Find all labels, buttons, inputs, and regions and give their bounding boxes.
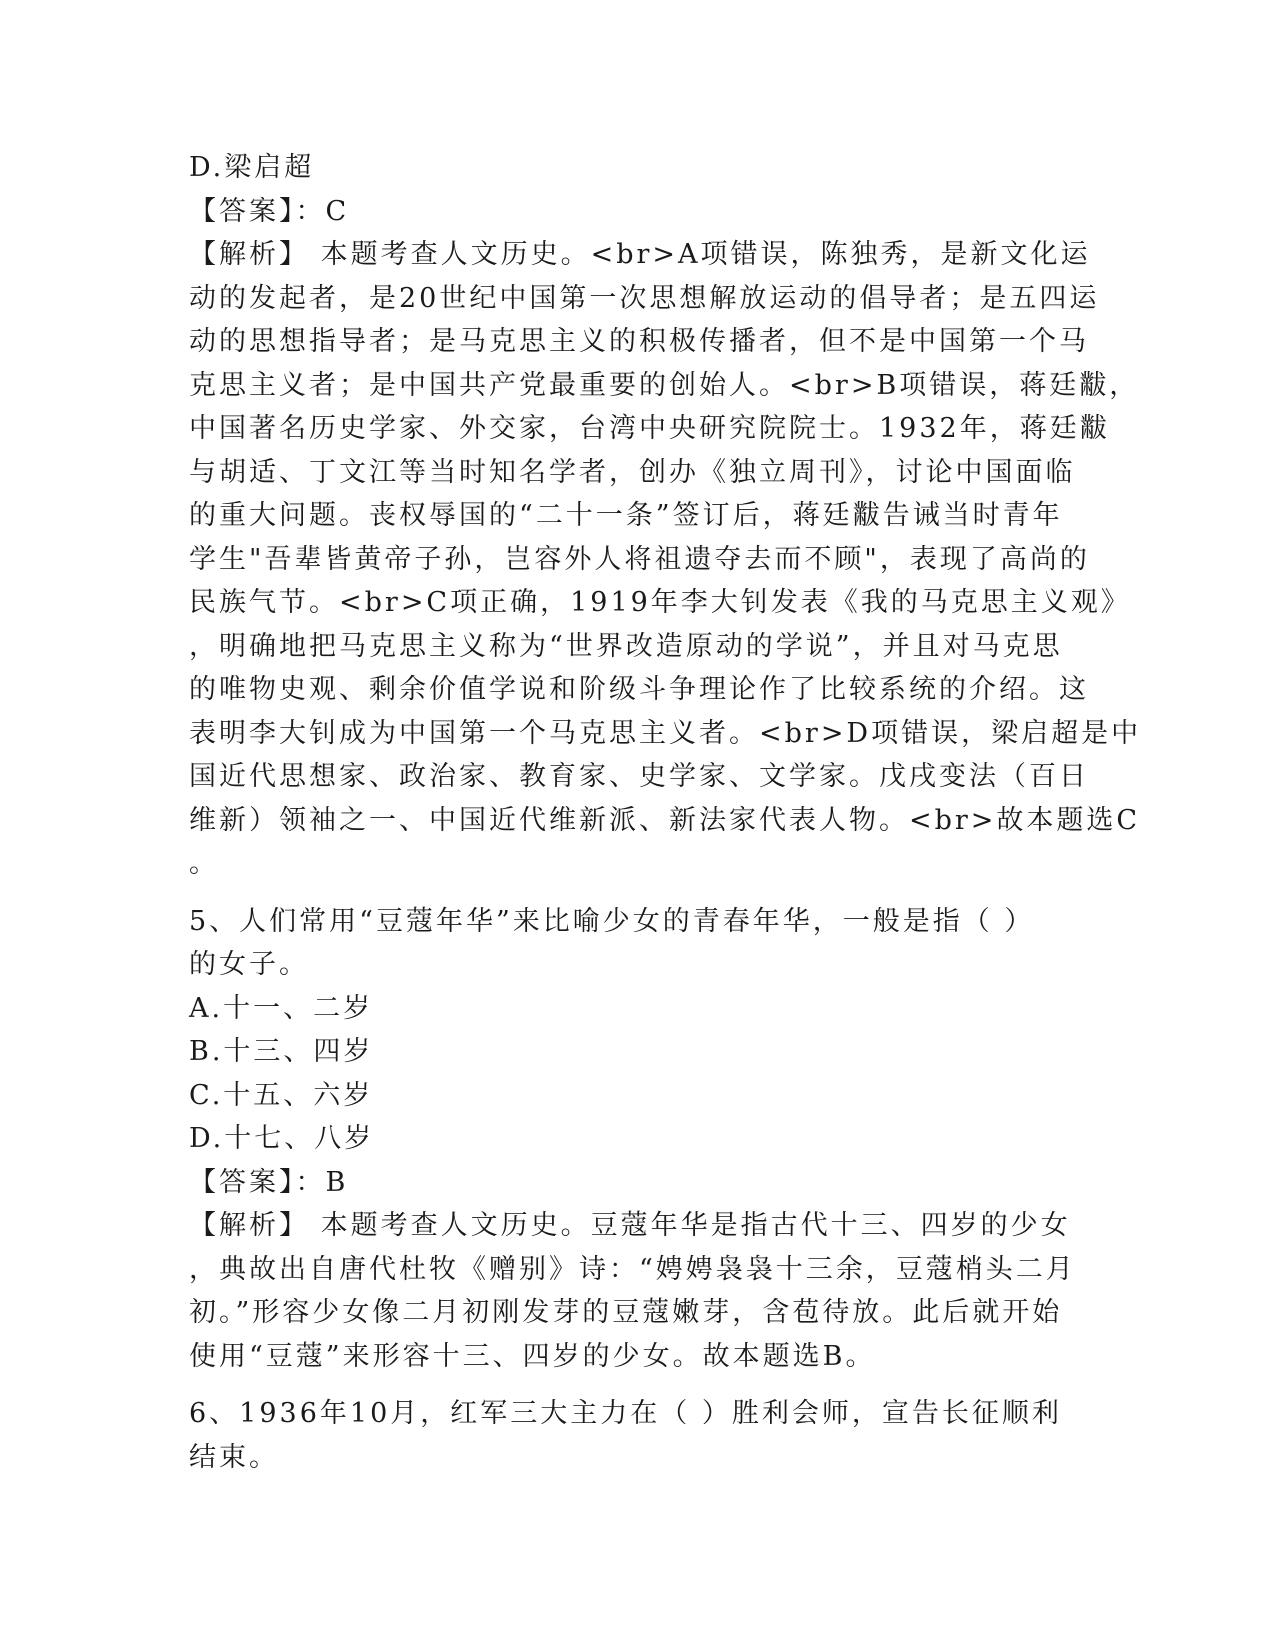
analysis-line: 国近代思想家、政治家、教育家、史学家、文学家。戊戌变法（百日 [189,761,1089,792]
analysis-line: 。 [189,848,219,879]
question-5 [189,900,1089,1379]
option-d: D.梁启超 [189,152,315,183]
option-b: B.十三、四岁 [189,1036,374,1067]
analysis-line: 【解析】 本题考查人文历史。豆蔻年华是指古代十三、四岁的少女 [189,1210,1071,1241]
analysis-line: 中国著名历史学家、外交家，台湾中央研究院院士。1932年，蒋廷黻 [189,413,1110,444]
analysis-line: 动的思想指导者；是马克思主义的积极传播者，但不是中国第一个马 [189,326,1089,357]
analysis-line: ，明确地把马克思主义称为“世界改造原动的学说”，并且对马克思 [189,630,1063,662]
spacer [189,886,1089,900]
analysis-line: 动的发起者，是20世纪中国第一次思想解放运动的倡导者；是五四运 [189,282,1100,314]
answer-line: 【答案】：C [189,195,350,227]
analysis-line: 学生"吾辈皆黄帝子孙，岂容外人将祖遗夺去而不顾"，表现了高尚的 [189,543,1090,575]
spacer [189,1378,1089,1392]
analysis-line: 与胡适、丁文江等当时知名学者，创办《独立周刊》，讨论中国面临 [189,456,1076,488]
question-6 [189,1392,1089,1479]
analysis-line: 【解析】 本题考查人文历史。<br>A项错误，陈独秀，是新文化运 [189,239,1091,270]
analysis-line: 的唯物史观、剩余价值学说和阶级斗争理论作了比较系统的介绍。这 [189,674,1089,705]
analysis-line: 民族气节。<br>C项正确，1919年李大钊发表《我的马克思主义观》 [189,587,1131,618]
question-stem: 5、人们常用“豆蔻年华”来比喻少女的青春年华，一般是指（ ） [189,905,1035,937]
analysis-line: 的重大问题。丧权辱国的“二十一条”签订后，蒋廷黻告诫当时青年 [189,500,1063,531]
option-a: A.十一、二岁 [189,992,374,1024]
analysis-line: 表明李大钊成为中国第一个马克思主义者。<br>D项错误，梁启超是中 [189,717,1142,749]
document-page [189,146,1142,1479]
analysis-line: 使用“豆蔻”来形容十三、四岁的少女。故本题选B。 [189,1340,876,1372]
analysis-line: 维新）领袖之一、中国近代维新派、新法家代表人物。<br>故本题选C [189,804,1141,836]
analysis-line: 克思主义者；是中国共产党最重要的创始人。<br>B项错误，蒋廷黻， [189,369,1140,401]
analysis-block [189,233,1142,886]
analysis-line: ，典故出自唐代杜牧《赠别》诗：“娉娉袅袅十三余，豆蔻梢头二月 [189,1253,1076,1285]
question-stem: 结束。 [189,1441,279,1473]
question-stem: 的女子。 [189,949,309,980]
question-4-tail [189,146,1142,886]
question-stem: 6、1936年10月，红军三大主力在（ ）胜利会师，宣告长征顺利 [189,1398,1062,1429]
option-c: C.十五、六岁 [189,1079,374,1111]
option-d: D.十七、八岁 [189,1123,375,1154]
answer-line: 【答案】：B [189,1166,349,1198]
analysis-line: 初。”形容少女像二月初刚发芽的豆蔻嫩芽，含苞待放。此后就开始 [189,1297,1063,1328]
analysis-block [189,1204,1089,1378]
